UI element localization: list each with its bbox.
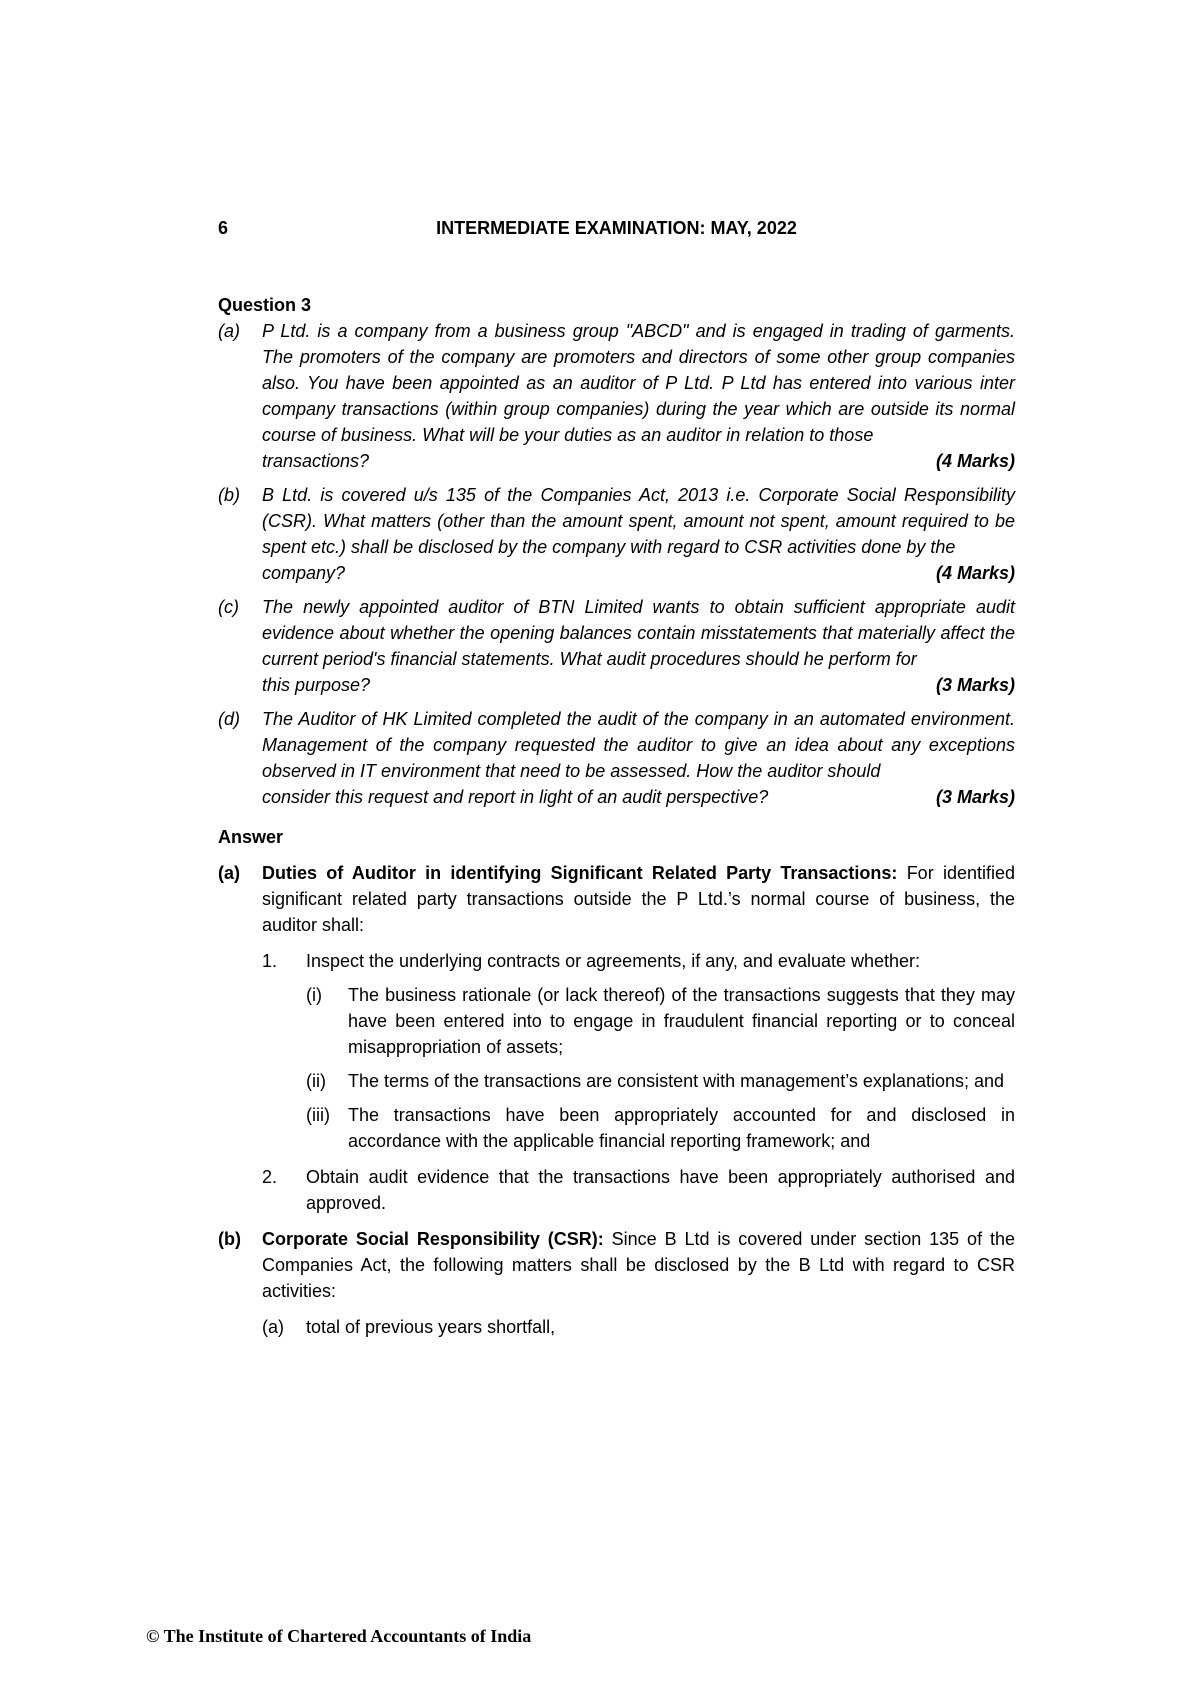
question-item-a <box>218 318 1015 474</box>
copyright-footer: © The Institute of Chartered Accountants of India <box>146 1626 532 1646</box>
question-text: B Ltd. is covered u/s 135 of the Companies Act, 2013 i.e. Corporate Social Responsibility (CSR). What matters (other than the amount spent, amount not spent, amount required to be spent etc.) shall be disclosed by the company with regard to CSR activities done by the <box>262 485 1015 557</box>
question-label: (c) <box>218 597 239 617</box>
answer-b-sub-item <box>262 1314 1015 1340</box>
sub-item-iii <box>306 1102 1015 1154</box>
exam-title: INTERMEDIATE EXAMINATION: MAY, 2022 <box>436 218 797 238</box>
question-text: The newly appointed auditor of BTN Limited wants to obtain sufficient appropriate audit evidence about whether the opening balances contain misstatements that materially affect the current period's financial statements. What audit procedures should he perform for <box>262 597 1015 669</box>
question-text-end: transactions? <box>262 451 370 471</box>
step-text: Inspect the underlying contracts or agreements, if any, and evaluate whether: <box>306 951 921 971</box>
sub-item-i <box>306 982 1015 1060</box>
step-2 <box>262 1164 1015 1216</box>
question-label: (d) <box>218 709 240 729</box>
marks-label: (3 Marks) <box>935 675 1015 695</box>
question-item-b <box>218 482 1015 586</box>
question-text: P Ltd. is a company from a business group "ABCD" and is engaged in trading of garments. The promoters of the company are promoters and directors of some other group companies also. You have been appointed as an auditor of P Ltd. P Ltd has entered into various inter company transactions (within group companies) during the year which are outside its normal course of business. What will be your duties as an auditor in relation to those <box>262 321 1015 445</box>
step-1 <box>262 948 1015 974</box>
sub-item-text: The transactions have been appropriately accounted for and disclosed in accordance with the applicable financial reporting framework; and <box>348 1105 1015 1151</box>
question-item-d <box>218 706 1015 810</box>
step-label: 1. <box>262 951 278 971</box>
question-label: (b) <box>218 485 240 505</box>
answer-label: (a) <box>218 863 240 883</box>
answer-item-b <box>218 1226 1015 1304</box>
answer-heading: Answer <box>218 827 284 847</box>
page-header <box>218 218 1015 244</box>
answer-heading-text: Corporate Social Responsibility (CSR): <box>262 1229 604 1249</box>
question-item-c <box>218 594 1015 698</box>
marks-label: (4 Marks) <box>935 451 1015 471</box>
marks-label: (3 Marks) <box>935 787 1015 807</box>
sub-item-label: (iii) <box>306 1105 330 1125</box>
page-number: 6 <box>218 218 229 238</box>
sub-item-label: (a) <box>262 1317 284 1337</box>
question-label: (a) <box>218 321 240 341</box>
question-text: The Auditor of HK Limited completed the audit of the company in an automated environment. Management of the company requested the auditor to give an idea about any exceptions observed in IT environment that need to be assessed. How the auditor should <box>262 709 1015 781</box>
page-content <box>218 292 1015 1340</box>
question-text-end: company? <box>262 563 346 583</box>
sub-item-text: total of previous years shortfall, <box>306 1317 556 1337</box>
question-heading: Question 3 <box>218 295 312 315</box>
sub-item-ii <box>306 1068 1015 1094</box>
answer-text: Since B Ltd is covered under section 135 of the Companies Act, the following matters shall be disclosed by the B Ltd with regard to CSR activities: <box>262 1229 1015 1301</box>
step-label: 2. <box>262 1167 278 1187</box>
sub-item-label: (ii) <box>306 1071 326 1091</box>
answer-heading-text: Duties of Auditor in identifying Significant Related Party Transactions: <box>262 863 898 883</box>
answer-text: For identified significant related party transactions outside the P Ltd.’s normal course of business, the auditor shall: <box>262 863 1015 935</box>
answer-item-a <box>218 860 1015 938</box>
sub-item-text: The terms of the transactions are consistent with management’s explanations; and <box>348 1071 1005 1091</box>
question-text-end: consider this request and report in light of an audit perspective? <box>262 787 769 807</box>
sub-item-text: The business rationale (or lack thereof) of the transactions suggests that they may have been entered into to engage in fraudulent financial reporting or to conceal misappropriation of assets; <box>348 985 1015 1057</box>
answer-label: (b) <box>218 1229 241 1249</box>
question-text-end: this purpose? <box>262 675 371 695</box>
marks-label: (4 Marks) <box>935 563 1015 583</box>
sub-item-label: (i) <box>306 985 322 1005</box>
step-text: Obtain audit evidence that the transactions have been appropriately authorised and approved. <box>306 1167 1015 1213</box>
